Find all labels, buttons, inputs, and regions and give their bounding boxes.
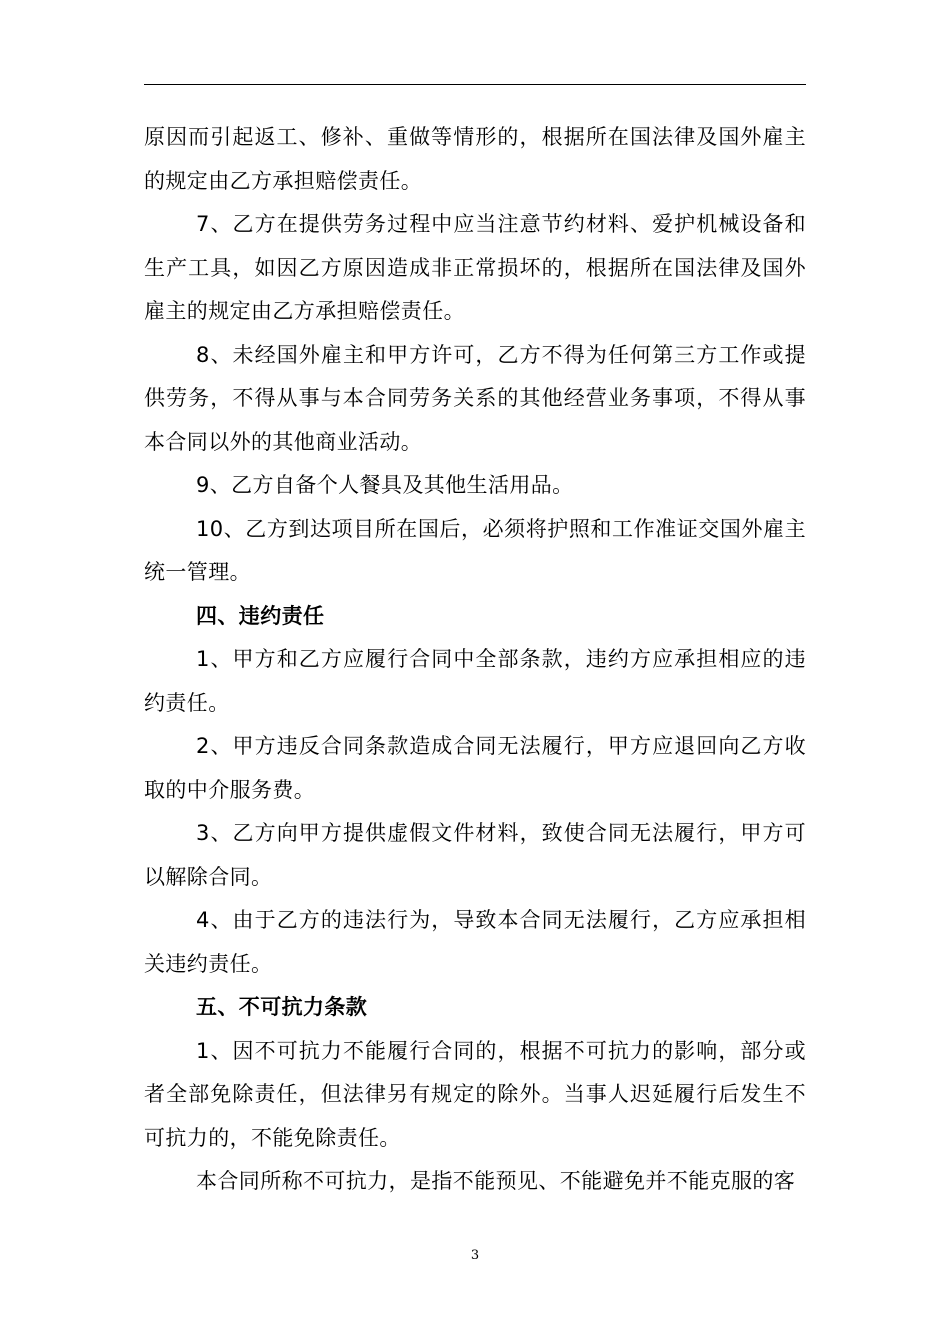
breach-clause-3: 3、乙方向甲方提供虚假文件材料，致使合同无法履行，甲方可以解除合同。 [144,821,806,889]
force-majeure-definition: 本合同所称不可抗力，是指不能预见、不能避免并不能克服的客 [196,1169,796,1193]
header-rule [144,84,806,85]
clause-9: 9、乙方自备个人餐具及其他生活用品。 [196,473,574,497]
breach-clause-1: 1、甲方和乙方应履行合同中全部条款，违约方应承担相应的违约责任。 [144,647,806,715]
clause-10: 10、乙方到达项目所在国后，必须将护照和工作准证交国外雇主统一管理。 [144,516,806,584]
section-heading-breach: 四、违约责任 [196,603,325,628]
paragraph-continuation: 原因而引起返工、修补、重做等情形的，根据所在国法律及国外雇主的规定由乙方承担赔偿责任。 [144,125,806,193]
section-heading-force-majeure: 五、不可抗力条款 [196,995,368,1019]
page-number: 3 [470,1248,480,1263]
clause-8: 8、未经国外雇主和甲方许可，乙方不得为任何第三方工作或提供劳务，不得从事与本合同劳务关系的其他经营业务事项，不得从事本合同以外的其他商业活动。 [144,342,806,454]
clause-7: 7、乙方在提供劳务过程中应当注意节约材料、爱护机械设备和生产工具，如因乙方原因造成非正常损坏的，根据所在国法律及国外雇主的规定由乙方承担赔偿责任。 [144,212,806,323]
breach-clause-2: 2、甲方违反合同条款造成合同无法履行，甲方应退回向乙方收取的中介服务费。 [144,734,806,802]
force-majeure-clause-1: 1、因不可抗力不能履行合同的，根据不可抗力的影响，部分或者全部免除责任，但法律另有规定的除外。当事人迟延履行后发生不可抗力的，不能免除责任。 [144,1038,806,1150]
breach-clause-4: 4、由于乙方的违法行为，导致本合同无法履行，乙方应承担相关违约责任。 [144,908,806,976]
document-body [144,116,806,1204]
